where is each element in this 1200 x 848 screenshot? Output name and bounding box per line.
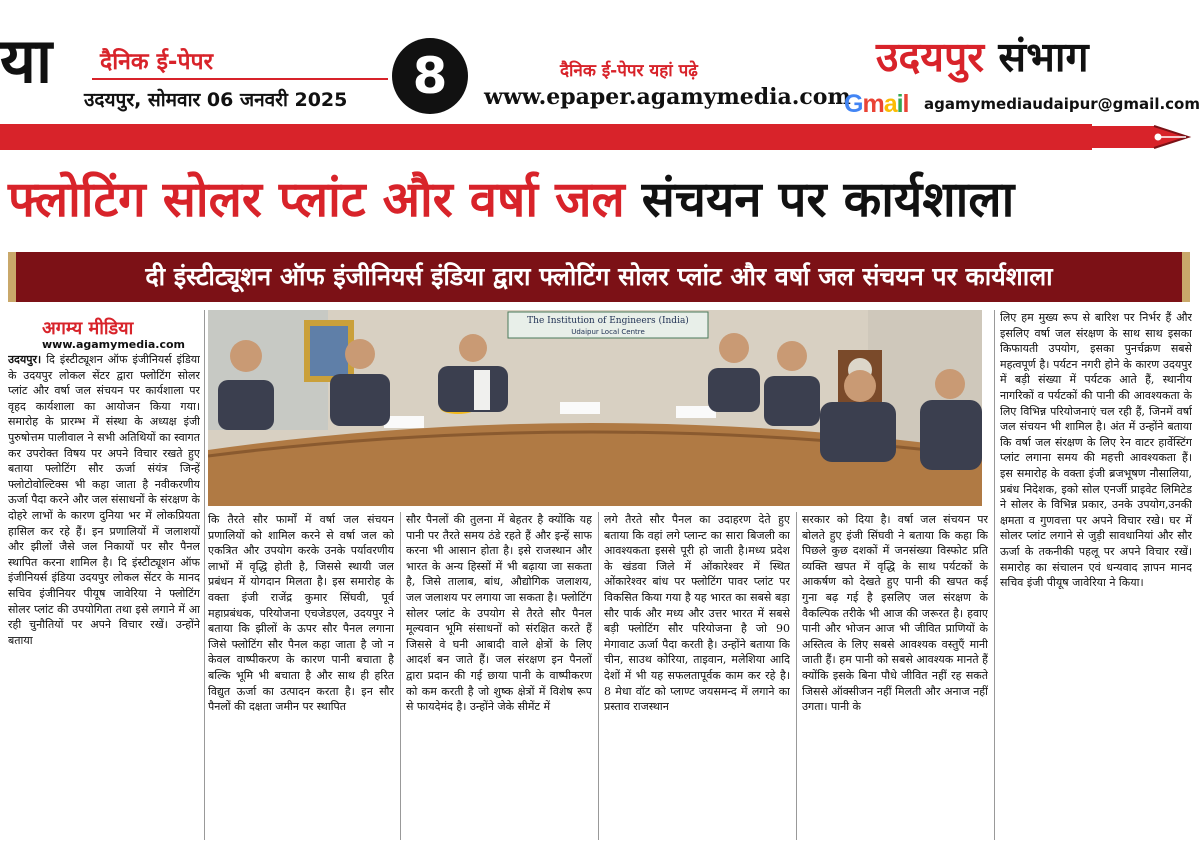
section-title-part2: संभाग — [998, 33, 1089, 81]
read-here-label: दैनिक ई-पेपर यहां पढ़े — [560, 61, 698, 81]
dateline-place: उदयपुर। — [8, 353, 42, 366]
website-link[interactable]: www.epaper.agamymedia.com — [484, 84, 851, 110]
masthead-red-band — [0, 124, 1092, 150]
epaper-title: दैनिक ई-पेपर — [100, 49, 213, 75]
column-divider — [204, 310, 205, 840]
masthead-rule — [92, 78, 388, 80]
subheadline: दी इंस्टीट्यूशन ऑफ इंजीनियर्स इंडिया द्वारा फ्लोटिंग सोलर प्लांट और वर्षा जल संचयन पर कार्यशाला — [8, 252, 1190, 302]
event-photo — [208, 310, 982, 506]
section-title — [876, 28, 1089, 84]
byline-website[interactable]: www.agamymedia.com — [42, 338, 186, 351]
article-column-4: लगे तैरते सौर पैनल का उदाहरण देते हुए बताया कि वहां लगे प्लान्ट का सारा बिजली का आवश्यकता इससे पूरी हो जाती है।मध्य प्रदेश के खंडवा जिले में ओंकारेश्वर में स्थित ओंकारेश्वर बांध पर फ्लोटिंग पावर प्लांट पर विकसित किया गया है यह भारत का सबसे बड़ा सौर पार्क और मध्य और उत्तर भारत में सबसे बड़ी फ्लोटिंग सौर परियोजना है जो 90 मेगावाट ऊर्जा पैदा करती है। उन्होंने बताया कि चीन, साउथ कोरिया, ताइवान, मलेशिया आदि देशों में भी यह सफलतापूर्वक काम कर रहे है। 8 मेधा वॉट को प्लाण्ट जयसमन्द में लगाने का प्रस्ताव राजस्थान — [604, 513, 790, 714]
column-divider — [994, 310, 995, 840]
headline-black: संचयन पर कार्यशाला — [641, 171, 1015, 228]
section-title-part1: उदयपुर — [876, 33, 985, 81]
article-column-3: सौर पैनलों की तुलना में बेहतर है क्योंकि यह पानी पर तैरते समय ठंडे रहते हैं और इन्हें साफ करना भी आसान होता है। इसे राजस्थान और भारत के अन्य हिस्सों में भी बढ़ाया जा सकता है, जिसे तालाब, बांध, औद्योगिक जलाशय, जल जलाशय पर लगाया जा सकता है। फ्लोटिंग सोलर प्लांट के उपयोग से तैरते सौर पैनल मूल्यवान भूमि संसाधनों को संरक्षित करते हैं जिससे वे घनी आबादी वाले क्षेत्रों के लिए आदर्श बन जाते हैं। जल संरक्षण इन पैनलों द्वारा प्रदान की गई छाया पानी के वाष्पीकरण को कम करती है जो शुष्क क्षेत्रों में विशेष रूप से फायदेमंद है। उन्होंने जेके सीमेंट में — [406, 513, 592, 714]
article-column-6: लिए हम मुख्य रूप से बारिश पर निर्भर हैं और इसलिए वर्षा जल संरक्षण के साथ साथ इसका किफायती उपयोग, इसका पुनर्चक्रण सबसे महत्वपूर्ण है। पर्यटन नगरी होने के कारण उदयपुर में बड़ी संख्या में पर्यटक आते हैं, स्थानीय नागरिकों व पर्यटकों की पानी की आवश्यकता के लिए विभिन्न परियोजनाएं चल रही हैं, जिनमें वर्षा जल संचयन भी शामिल है। अंत में उन्होंने बताया कि वर्षा जल संरक्षण के लिए रेन वाटर हार्वेस्टिंग प्लांट लगाना समय की महत्ती आवश्यकता हैं। इस समारोह के वक्ता इंजी ब्रजभूषण नौसालिया, प्रबंध निदेशक, इको सोल एनर्जी प्राइवेट लिमिटेड ने सोलर के विभिन्न प्रकार, उनके उपयोग,उनकी क्षमता व गुणवत्ता पर अपने विचार रखे। घर में सोलर प्लांट लगाने से जुड़ी सावधानियां और सौर ऊर्जा के तकनीकी पहलू पर अपने विचार रखें। समारोह का संचालन एवं धन्यवाद ज्ञापन मानद सचिव इंजी पीयूष जावेरिया ने किया। — [1000, 311, 1192, 590]
article-column-2: कि तैरते सौर फार्मों में वर्षा जल संचयन प्रणालियों को शामिल करने से वर्षा जल को एकत्रित और उपयोग करके उनके पर्यावरणीय लाभों में वृद्धि होती है, जिससे स्थायी जल प्रबंधन में योगदान मिलता है। इस समारोह के वक्ता इंजी राजेंद्र कुमार सिंघवी, पूर्व महाप्रबंधक, परियोजना एचजेडएल, उदयपुर ने बताया कि झीलों के ऊपर सौर पैनल लगाना जिसे फ्लोटिंग सौर पैनल कहा जाता है जो न केवल वाष्पीकरण के कारण पानी बचाता है बल्कि भूमि भी बचाता है और साथ ही हरित विद्युत ऊर्जा का उत्पादन करता है। इन सौर पैनलों की दक्षता जमीन पर स्थापित — [208, 513, 394, 714]
column-divider — [796, 512, 797, 840]
column-divider — [400, 512, 401, 840]
email-link[interactable]: agamymediaudaipur@gmail.com — [924, 95, 1200, 113]
pen-nib-icon — [1092, 120, 1192, 154]
masthead-fragment: या — [0, 24, 53, 97]
column-divider — [598, 512, 599, 840]
dateline: उदयपुर, सोमवार 06 जनवरी 2025 — [84, 89, 348, 111]
column-1-text: दि इंस्टीट्यूशन ऑफ इंजीनियर्स इंडिया के उदयपुर लोकल सेंटर द्वारा फ्लोटिंग सोलर प्लांट और वर्षा जल संचयन पर कार्यशाला पर वृहद कार्यशाला का आयोजन किया गया। समारोह के प्रारम्भ में संस्था के अध्यक्ष इंजी पुरुषोत्तम पालीवाल ने सभी अतिथियों का स्वागत कर उपरोक्त विषय पर अपने विचार रखते हुए बताया फ्लोटिंग सौर ऊर्जा संयंत्र जिन्हें फ्लोटोवोल्टिक्स भी कहा जाता है नवीकरणीय ऊर्जा पैदा करने और जल संसाधनों के संरक्षण के दोहरे लाभों के कारण दुनिया भर में लोकप्रियता हासिल कर रहे हैं। इन प्रणालियों में जलाशयों और झीलों जैसे जल निकायों पर सौर पैनल स्थापित करना शामिल है। दि इंस्टीट्यूशन ऑफ इंजीनियर्स इंडिया उदयपुर लोकल सेंटर के मानद सचिव इंजीनियर पीयूष जावेरिया ने फ्लोटिंग सोलर प्लांट की उपयोगिता तथा इसे लगाने में आ रही चुनौतियों पर अपने विचार रखें। उन्होंने बताया — [8, 353, 200, 647]
byline-logo: अगम्य मीडिया — [42, 318, 134, 339]
article-column-5: सरकार को दिया है। वर्षा जल संचयन पर बोलते हुए इंजी सिंघवी ने बताया कि कहा कि पिछले कुछ दशकों में जनसंख्या विस्फोट प्रति व्यक्ति खपत में वृद्धि के साथ पर्यटकों के आकर्षण को देखते हुए पानी की खपत कई गुना बढ़ गई है इसलिए जल संरक्षण के वैकल्पिक तरीके भी आज की जरूरत है। हवाए पानी और भोजन आज भी जीवित प्राणियों के अस्तित्व के लिए सबसे आवश्यक वस्तुएँ मानी जाती हैं। हम पानी को सबसे आवश्यक मानते हैं क्योंकि इसके बिना पौधे जीवित नहीं रह सकते जिससे ऑक्सीजन नहीं मिलती और अनाज नहीं उगता। पानी के — [802, 513, 988, 714]
headline-red: फ्लोटिंग सोलर प्लांट और वर्षा जल — [8, 171, 625, 228]
article-column-1 — [8, 352, 200, 840]
headline — [8, 172, 1198, 228]
photo-banner-subtext: Udaipur Local Centre — [571, 328, 645, 336]
gmail-icon: Gmail — [844, 90, 909, 118]
photo-banner-text: The Institution of Engineers (India) — [527, 316, 689, 326]
page-number-badge: 8 — [392, 38, 468, 114]
